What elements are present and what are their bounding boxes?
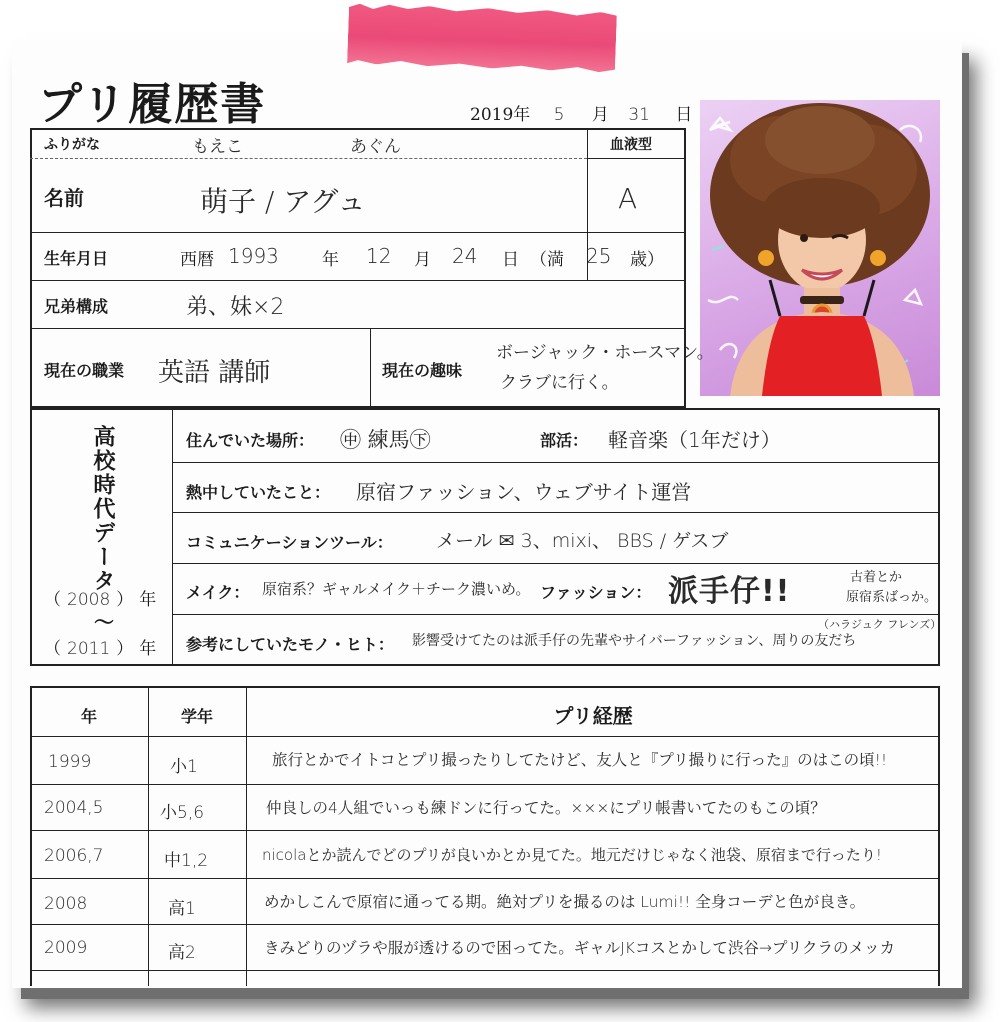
history-header-grade: 学年 xyxy=(180,707,213,726)
makeup-value: 原宿系？ギャルメイク＋チーク濃いめ。 xyxy=(262,580,531,598)
history-header-year: 年 xyxy=(80,707,97,726)
birth-day: 24 xyxy=(452,244,478,268)
fashion-value: 派手仔!! xyxy=(668,574,791,609)
siblings-label: 兄弟構成 xyxy=(44,297,109,316)
siblings-value: 弟、妹×2 xyxy=(186,295,285,320)
reference-value: 影響受けてたのは派手仔の先輩やサイバーファッション、周りの友だち xyxy=(412,633,857,649)
tool-value: メール ✉ 3、mixi、 BBS / ゲスブ xyxy=(436,530,729,552)
birth-era: 西暦 xyxy=(180,250,214,270)
date-line xyxy=(470,100,692,125)
tool-label: コミュニケーションツール： xyxy=(186,533,393,552)
age-value: 25 xyxy=(586,244,612,268)
table-row-year: 1999 xyxy=(48,752,92,772)
name-label: 名前 xyxy=(44,186,84,210)
occupation-value: 英語 講師 xyxy=(158,358,271,388)
portrait-photo xyxy=(700,100,940,396)
occupation-label: 現在の職業 xyxy=(44,361,125,380)
place-label: 住んでいた場所： xyxy=(186,431,315,450)
birthdate-label: 生年月日 xyxy=(44,249,109,268)
date-year: 2019年 xyxy=(470,105,531,125)
blood-type-value: A xyxy=(618,182,638,215)
reference-label: 参考にしていたモノ・ヒト： xyxy=(186,635,394,654)
table-row-grade: 高1 xyxy=(168,899,196,919)
hobby-line1: ボージャック・ホースマン。 xyxy=(496,343,714,363)
passion-label: 熱中していたこと： xyxy=(186,483,331,502)
table-row-year: 2009 xyxy=(44,938,88,958)
highschool-end-year: （ 2011 ） 年 xyxy=(44,639,157,659)
passion-value: 原宿ファッション、ウェブサイト運営 xyxy=(356,480,692,504)
furigana-last: あぐん xyxy=(350,137,401,157)
club-label: 部活： xyxy=(540,431,589,450)
table-row-text: nicolaとか読んでどのプリが良いかとか見てた。地元だけじゃなく池袋、原宿まで行ったり! xyxy=(262,846,882,864)
table-row-text: きみどりのヅラや服が透けるので困ってた。ギャルJKコスとかして渋谷→プリクラのメッカ xyxy=(264,939,895,957)
blood-type-label: 血液型 xyxy=(610,137,652,153)
fashion-note-1: 古着とか xyxy=(850,570,903,585)
table-row-grade: 中1,2 xyxy=(164,851,209,871)
makeup-label: メイク： xyxy=(186,583,250,602)
table-row-text: 旅行とかでイトコとプリ撮ったりしてたけど、友人と『プリ撮りに行った』のはこの頃!! xyxy=(272,751,888,769)
birth-year: 1993 xyxy=(228,244,279,268)
furigana-label: ふりがな xyxy=(44,137,100,153)
table-row-year: 2008 xyxy=(44,894,88,914)
highschool-start-year: （ 2008 ） 年 xyxy=(44,590,157,610)
hobby-label: 現在の趣味 xyxy=(382,361,463,380)
birth-month: 12 xyxy=(366,244,392,268)
furigana-first: もえこ xyxy=(192,137,243,157)
history-header-history: プリ経歴 xyxy=(553,704,633,728)
date-month-value: 5 xyxy=(553,105,565,125)
table-row-grade: 高2 xyxy=(168,943,196,963)
washi-tape xyxy=(347,3,617,72)
fashion-label: ファッション： xyxy=(540,583,652,602)
table-row-grade: 小1 xyxy=(170,757,198,777)
table-row-grade: 小5,6 xyxy=(160,803,205,823)
table-row-text: 仲良しの4人組でいっも練ドンに行ってた。×××にプリ帳書いてたのもこの頃？ xyxy=(266,799,826,817)
table-row-year: 2004,5 xyxy=(44,798,104,818)
place-value: ㊥ 練馬㊦ xyxy=(340,428,431,452)
table-row-year: 2006,7 xyxy=(44,846,104,866)
portrait-illustration xyxy=(700,100,940,396)
date-day-value: 31 xyxy=(628,105,650,125)
name-value: 萌子 / アグュ xyxy=(200,185,366,218)
reference-note: （ハラジュク フレンズ） xyxy=(818,618,942,631)
date-month-unit: 月 xyxy=(591,105,609,125)
fashion-note-2: 原宿系ばっか。 xyxy=(846,590,938,605)
club-value: 軽音楽（1年だけ） xyxy=(608,428,781,452)
date-day-unit: 日 xyxy=(675,105,693,125)
highschool-vertical-label: 高校時代データ xyxy=(90,425,116,593)
highschool-tilde: 〜 xyxy=(94,610,114,634)
page-title: プリ履歴書 xyxy=(38,79,267,130)
hobby-line2: クラブに行く。 xyxy=(500,373,619,393)
table-row-text: めかしこんで原宿に通ってる期。絶対プリを撮るのは Lumi!! 全身コーデと色が良き。 xyxy=(264,893,866,911)
